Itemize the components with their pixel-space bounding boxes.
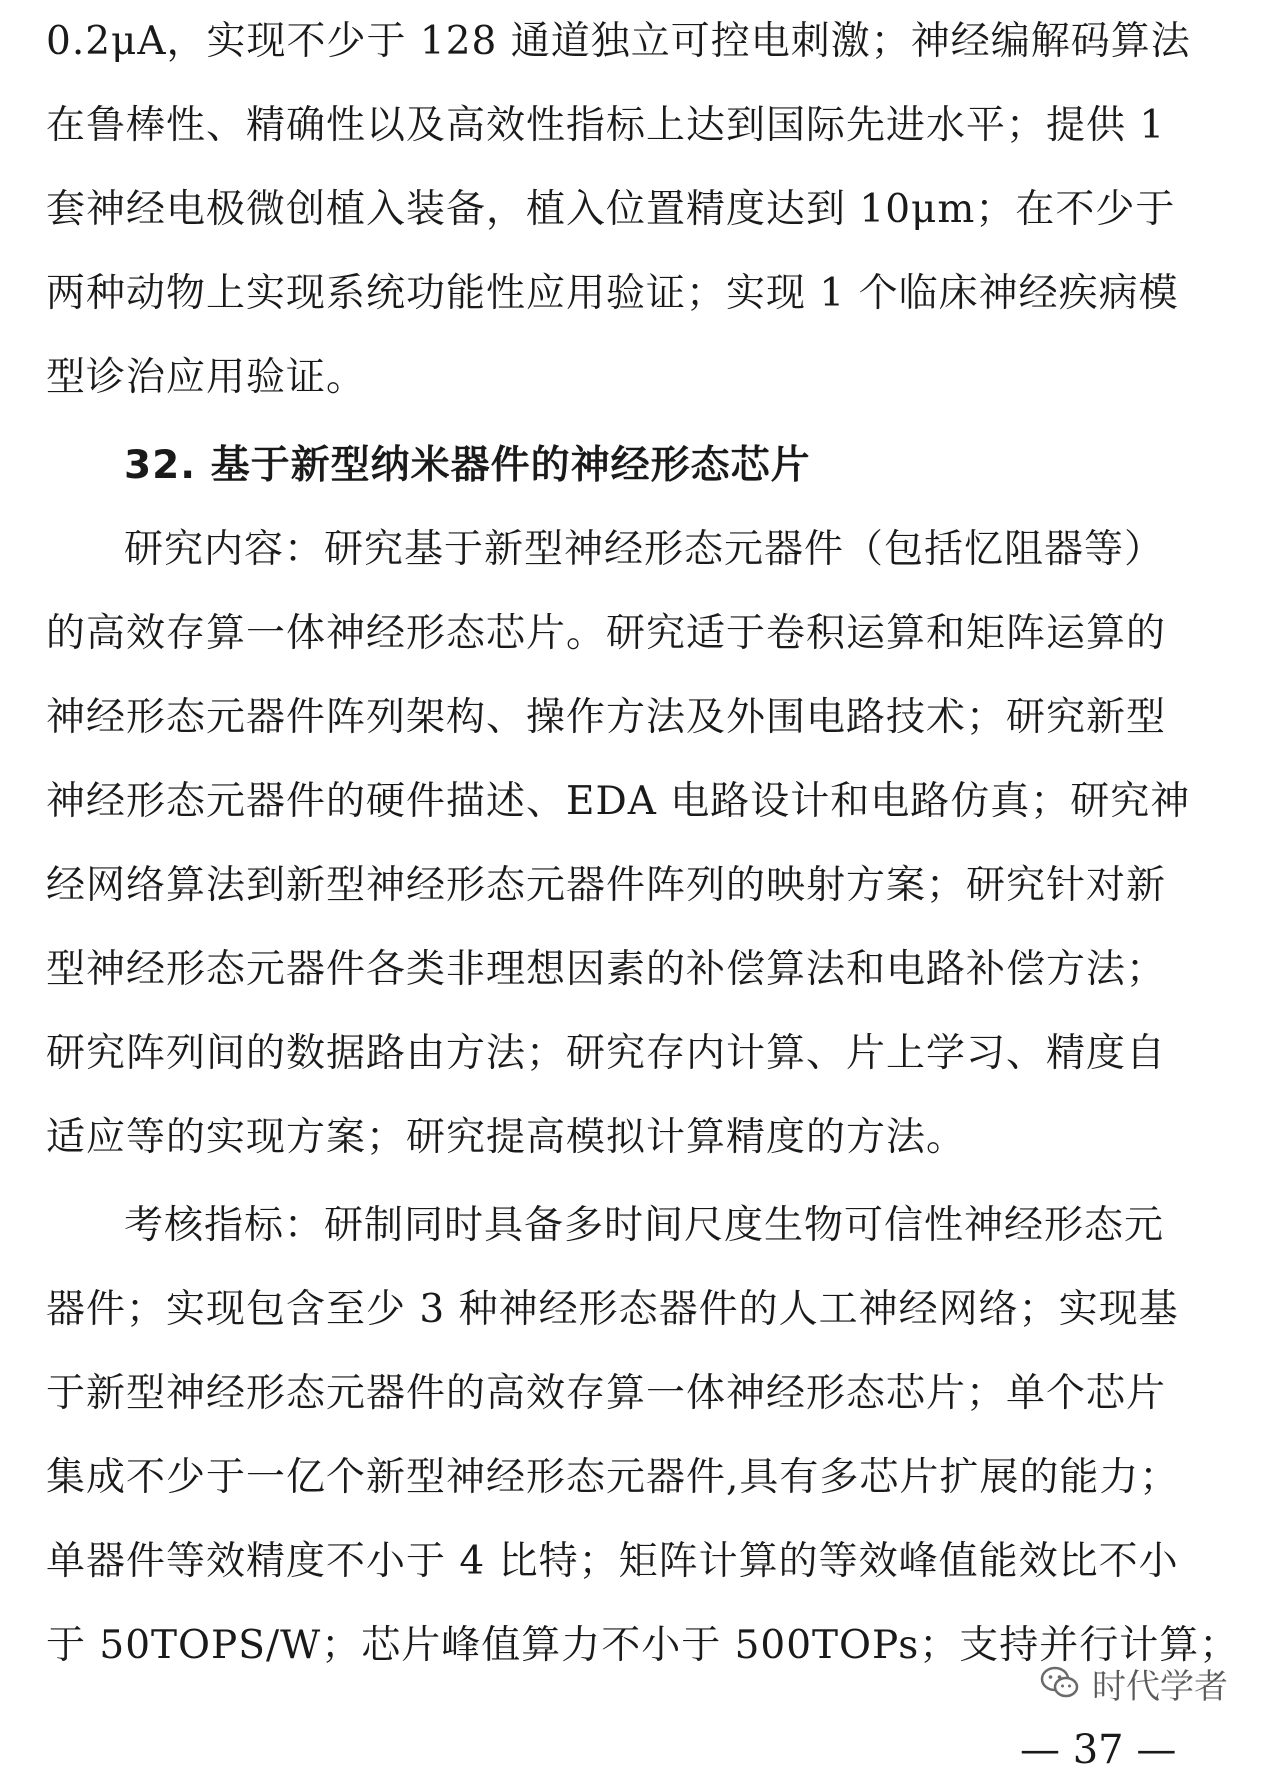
research-content-line: 适应等的实现方案；研究提高模拟计算精度的方法。 — [46, 1115, 967, 1160]
research-content-line: 神经形态元器件阵列架构、操作方法及外围电路技术；研究新型 — [46, 695, 1167, 740]
text-line: 在鲁棒性、精确性以及高效性指标上达到国际先进水平；提供 1 — [46, 103, 1166, 148]
assessment-line: 于新型神经形态元器件的高效存算一体神经形态芯片；单个芯片 — [46, 1371, 1167, 1416]
research-content-line: 经网络算法到新型神经形态元器件阵列的映射方案；研究针对新 — [46, 863, 1167, 908]
text-line: 型诊治应用验证。 — [46, 355, 367, 400]
watermark-text: 时代学者 — [1092, 1666, 1228, 1707]
text-line: 套神经电极微创植入装备，植入位置精度达到 10μm；在不少于 — [46, 187, 1176, 232]
research-content-line: 神经形态元器件的硬件描述、EDA 电路设计和电路仿真；研究神 — [46, 779, 1191, 824]
research-content-line: 的高效存算一体神经形态芯片。研究适于卷积运算和矩阵运算的 — [46, 611, 1167, 656]
assessment-line: 器件；实现包含至少 3 种神经形态器件的人工神经网络；实现基 — [46, 1287, 1179, 1332]
watermark — [1040, 1658, 1228, 1708]
assessment-line: 于 50TOPS/W；芯片峰值算力不小于 500TOPs；支持并行计算； — [46, 1623, 1240, 1668]
assessment-line: 单器件等效精度不小于 4 比特；矩阵计算的等效峰值能效比不小 — [46, 1539, 1179, 1584]
text-line: 两种动物上实现系统功能性应用验证；实现 1 个临床神经疾病模 — [46, 271, 1179, 316]
section-title: 32. 基于新型纳米器件的神经形态芯片 — [124, 443, 811, 488]
research-content-line: 型神经形态元器件各类非理想因素的补偿算法和电路补偿方法； — [46, 947, 1167, 992]
assessment-line: 集成不少于一亿个新型神经形态元器件,具有多芯片扩展的能力； — [46, 1455, 1180, 1500]
page-number: — 37 — — [1020, 1727, 1177, 1773]
assessment-line: 考核指标：研制同时具备多时间尺度生物可信性神经形态元 — [124, 1203, 1165, 1248]
wechat-icon — [1040, 1666, 1080, 1700]
research-content-line: 研究内容：研究基于新型神经形态元器件（包括忆阻器等） — [124, 527, 1165, 572]
research-content-line: 研究阵列间的数据路由方法；研究存内计算、片上学习、精度自 — [46, 1031, 1167, 1076]
text-line: 0.2μA，实现不少于 128 通道独立可控电刺激；神经编解码算法 — [46, 19, 1191, 64]
